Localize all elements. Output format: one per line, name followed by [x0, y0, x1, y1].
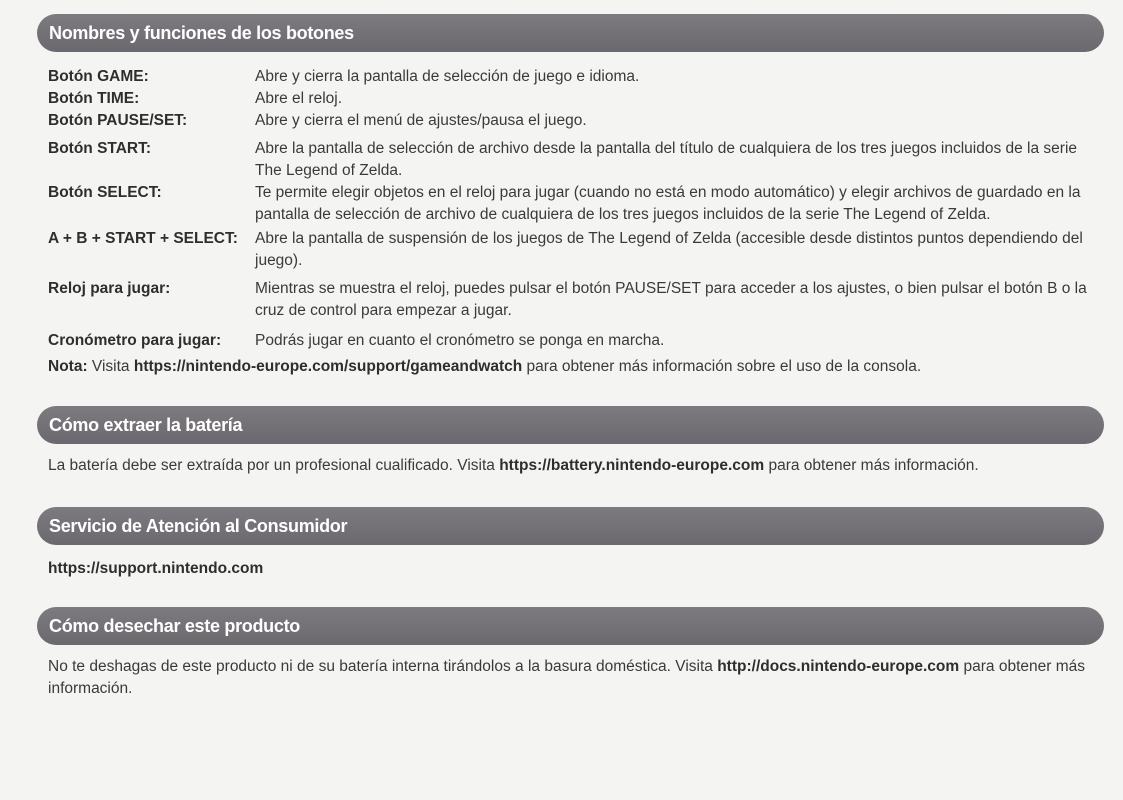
button-term: Reloj para jugar:: [48, 280, 171, 297]
button-desc: Abre la pantalla de suspensión de los juegos de The Legend of Zelda (accesible desde distintos puntos dependiendo del juego).: [255, 230, 1083, 269]
button-term: A + B + START + SELECT:: [48, 230, 238, 247]
section-header-buttons: [37, 14, 1104, 52]
battery-text-pre: La batería debe ser extraída por un profesional cualificado. Visita: [48, 457, 500, 474]
button-desc: Abre la pantalla de selección de archivo desde la pantalla del título de cualquiera de los tres juegos incluidos de la serie The Legend of Zelda.: [255, 140, 1078, 179]
section-title: Servicio de Atención al Consumidor: [49, 516, 348, 536]
button-term: Botón GAME:: [48, 68, 149, 85]
section-title: Nombres y funciones de los botones: [49, 23, 354, 43]
button-desc: Podrás jugar en cuanto el cronómetro se ponga en marcha.: [255, 332, 665, 349]
battery-paragraph: [48, 455, 1103, 477]
note-paragraph: [48, 356, 1103, 378]
section-header-disposal: [37, 607, 1104, 645]
disposal-text-post: para obtener más información.: [48, 658, 1085, 697]
button-desc: Mientras se muestra el reloj, puedes pulsar el botón PAUSE/SET para acceder a los ajustes, o bien pulsar el botón B o la cruz de control para empezar a jugar.: [255, 280, 1087, 319]
button-desc: Te permite elegir objetos en el reloj para jugar (cuando no está en modo automático) y elegir archivos de guardado en la pantalla de selección de archivo de cualquiera de los tres juegos incluidos de la serie The Legend of Zelda.: [255, 184, 1081, 223]
support-paragraph: [48, 558, 1103, 580]
button-term: Botón PAUSE/SET:: [48, 112, 188, 129]
button-desc: Abre y cierra la pantalla de selección de juego e idioma.: [255, 68, 640, 85]
note-text-post: para obtener más información sobre el uso de la consola.: [522, 358, 922, 375]
battery-link[interactable]: https://battery.nintendo-europe.com: [499, 457, 765, 474]
section-header-support: [37, 507, 1104, 545]
note-link[interactable]: https://nintendo-europe.com/support/gameandwatch: [133, 358, 523, 375]
button-term: Botón SELECT:: [48, 184, 162, 201]
note-text-pre: Visita: [87, 358, 134, 375]
disposal-text-pre: No te deshagas de este producto ni de su batería interna tirándolos a la basura doméstica. Visita: [48, 658, 718, 675]
note-label: Nota:: [48, 358, 88, 375]
section-title: Cómo extraer la batería: [49, 415, 243, 435]
button-desc: Abre y cierra el menú de ajustes/pausa el juego.: [255, 112, 587, 129]
disposal-link[interactable]: http://docs.nintendo-europe.com: [717, 658, 960, 675]
section-title: Cómo desechar este producto: [49, 616, 300, 636]
support-link[interactable]: https://support.nintendo.com: [48, 560, 264, 577]
button-desc: Abre el reloj.: [255, 90, 343, 107]
disposal-paragraph: [48, 656, 1103, 700]
battery-text-post: para obtener más información.: [764, 457, 979, 474]
button-term: Botón TIME:: [48, 90, 140, 107]
button-term: Botón START:: [48, 140, 152, 157]
section-header-battery: [37, 406, 1104, 444]
button-term: Cronómetro para jugar:: [48, 332, 222, 349]
